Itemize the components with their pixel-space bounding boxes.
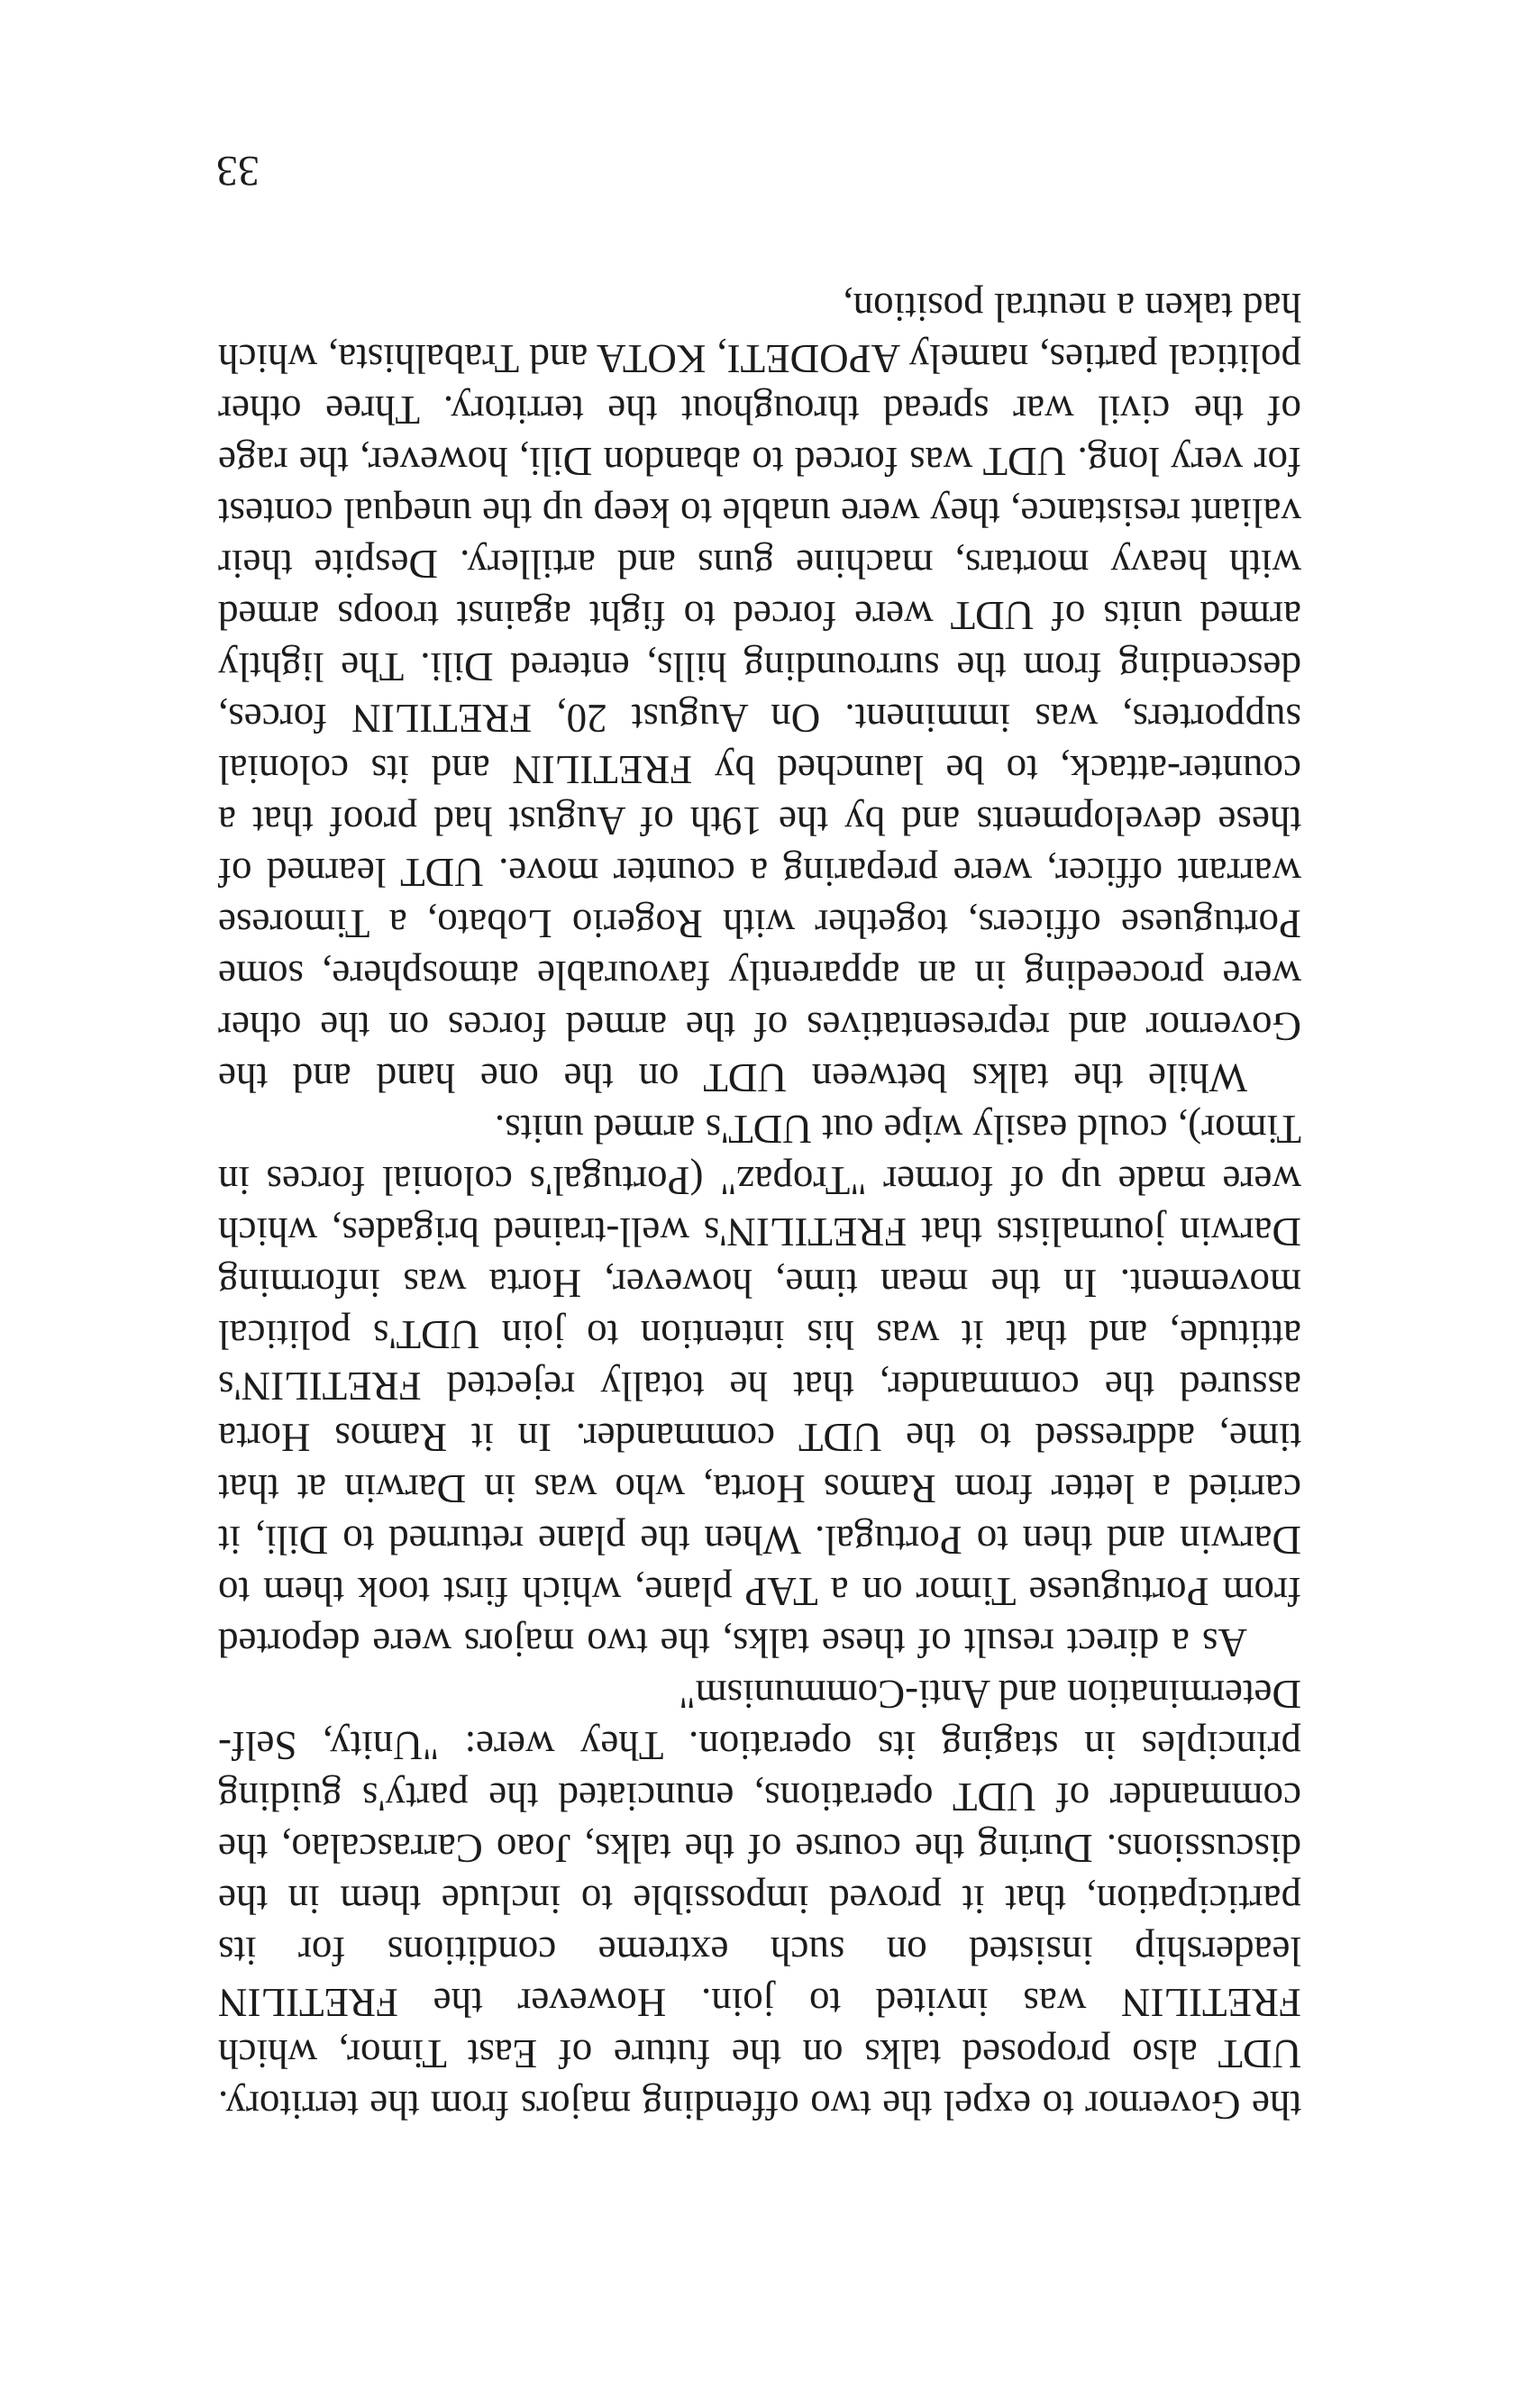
paragraph-fretilin-counterattack: While the talks between UDT on the one hand and the Governor and representatives of the armed forces on the other were proceeding in an apparently favourable atmosphere, some Portuguese officers, together with Rogerio Lobato, a Timorese warrant officer, were preparing a counter move. UDT learned of these developments and by the 19th of August had proof that a counter-attack, to be launched by FRETILIN and its colonial supporters, was imminent. On August 20, FRETILIN forces, descending from the surrounding hills, entered Dili. The lightly armed units of UDT were forced to fight against troops armed with heavy mortars, machine guns and artillery. Despite their valiant resistance, they were unable to keep up the unequal contest for very long. UDT was forced to abandon Dili, however, the rage of the civil war spread throughout the territory. Three other political parties, namely APODETI, KOTA and Trabalhista, which had taken a neutral position, xyxy=(218,285,1301,1100)
page-number: 33 xyxy=(216,147,260,195)
paragraph-continuation: the Governor to expel the two offending majors from the territory. UDT also proposed talks on the future of East Timor, which FRETILIN was invited to join. However the FRETILIN leadership insisted on such extreme conditions for its participation, that it proved impossible to include them in the discussions. During the course of the talks, Joao Carrascalao, the commander of UDT operations, enunciated the party's guiding principles in staging its operation. They were: "Unity, Self-Determination and Anti-Communism" xyxy=(218,1672,1301,2128)
paragraph-majors-deported: As a direct result of these talks, the two majors were deported from Portuguese Timor on a TAP plane, which first took them to Darwin and then to Portugal. When the plane returned to Dili, it carried a letter from Ramos Horta, who was in Darwin at that time, addressed to the UDT commander. In it Ramos Horta assured the commander, that he totally rejected FRETILIN's attitude, and that it was his intention to join UDT's political movement. In the mean time, however, Horta was informing Darwin journalists that FRETILIN's well-trained brigades, which were made up of former "Tropaz" (Portugal's colonial forces in Timor), could easily wipe out UDT's armed units. xyxy=(218,1107,1301,1665)
body-text xyxy=(218,281,1301,2130)
